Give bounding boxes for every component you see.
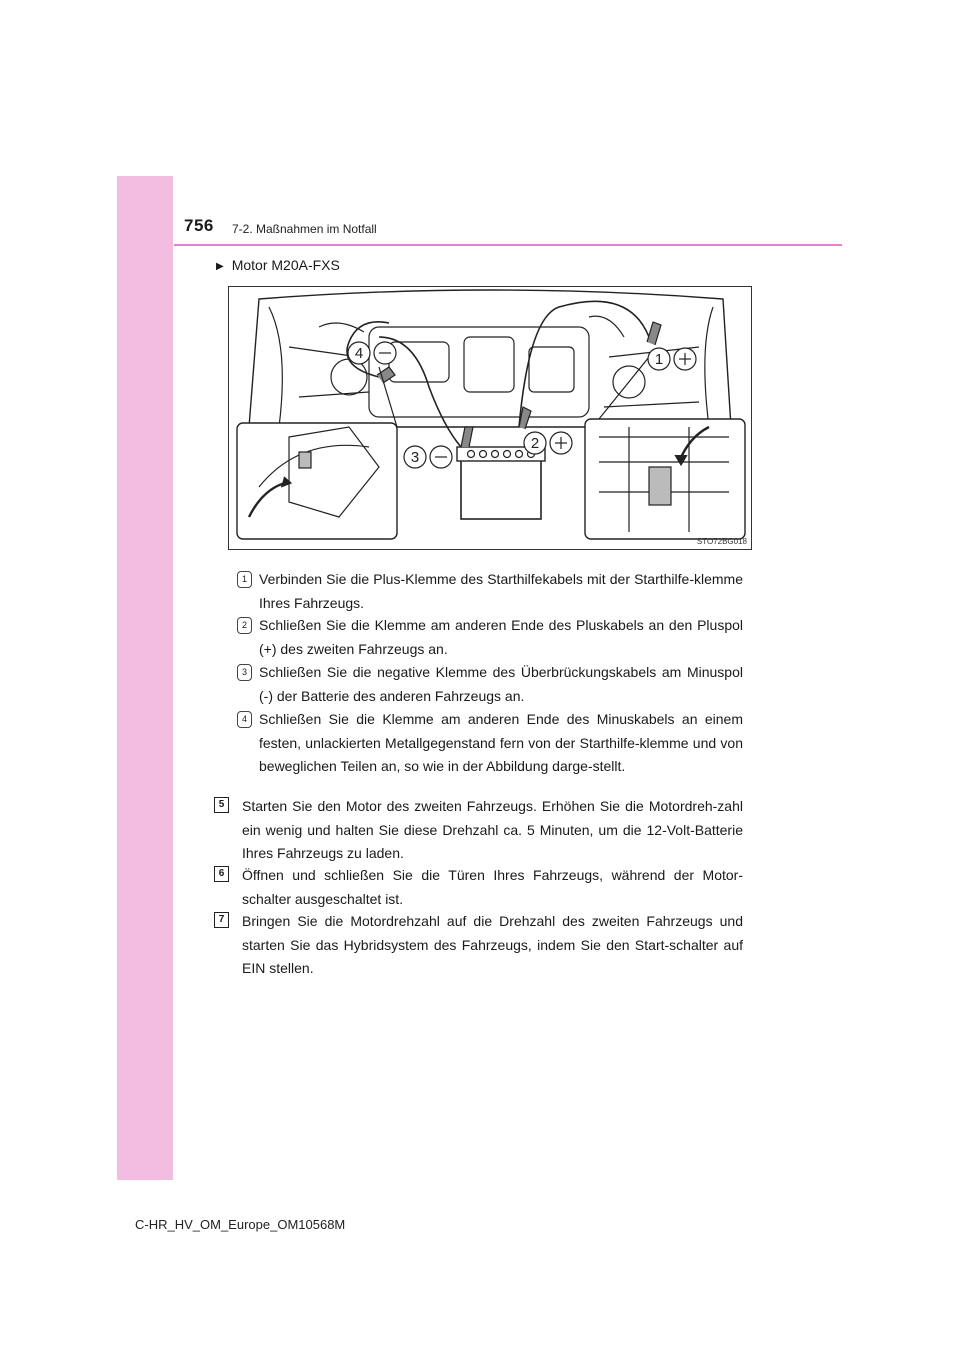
substep-3 xyxy=(241,661,743,708)
jump-start-illustration xyxy=(228,286,752,550)
page-number: 756 xyxy=(184,216,214,235)
substep-text: Verbinden Sie die Plus-Klemme des Starthilfekabels mit der Starthilfe-klemme Ihres Fahrzeugs. xyxy=(259,571,743,611)
footer-doc-code: C-HR_HV_OM_Europe_OM10568M xyxy=(135,1217,346,1232)
engine-bay-drawing xyxy=(229,287,752,550)
step-number-box: 5 xyxy=(214,797,229,813)
side-color-band xyxy=(117,176,173,1180)
substep-text: Schließen Sie die negative Klemme des Überbrückungskabels am Minuspol (-) der Batterie des anderen Fahrzeugs an. xyxy=(259,664,743,704)
step-7: Bringen Sie die Motordrehzahl auf die Drehzahl des zweiten Fahrzeugs und starten Sie das Hybridsystem des Fahrzeugs, indem Sie den Start-schalter auf EIN stellen. xyxy=(242,913,743,976)
header-rule xyxy=(174,244,842,246)
step-number-box: 7 xyxy=(214,912,229,928)
step-number-box: 6 xyxy=(214,866,229,882)
substep-text: Schließen Sie die Klemme am anderen Ende des Minuskabels an einem festen, unlackierten Metallgegenstand fern von der Starthilfe-klemme und von beweglichen Teilen an, so wie in der Abbildung darge-stellt. xyxy=(259,711,743,774)
substep-1 xyxy=(241,568,743,615)
figure-code: STO72BG018 xyxy=(696,537,747,546)
substep-number: 4 xyxy=(237,711,252,728)
triangle-right-icon: ▶ xyxy=(216,261,224,272)
substep-number: 3 xyxy=(237,664,252,681)
substep-4 xyxy=(241,708,743,779)
substep-number: 1 xyxy=(237,571,252,588)
engine-subheading xyxy=(216,257,340,273)
section-title: 7-2. Maßnahmen im Notfall xyxy=(232,222,377,236)
step-6: Öffnen und schließen Sie die Türen Ihres Fahrzeugs, während der Motor-schalter ausgeschaltet ist. xyxy=(242,867,743,907)
substep-2 xyxy=(241,614,743,661)
substep-number: 2 xyxy=(237,617,252,634)
callout-4-label: 4 xyxy=(354,345,364,362)
engine-subheading-text: Motor M20A-FXS xyxy=(231,257,340,273)
callout-2-label: 2 xyxy=(530,435,540,452)
callout-3-label: 3 xyxy=(410,449,420,466)
step-5: Starten Sie den Motor des zweiten Fahrzeugs. Erhöhen Sie die Motordreh-zahl ein wenig und halten Sie diese Drehzahl ca. 5 Minuten, um die 12-Volt-Batterie Ihres Fahrzeugs zu laden. xyxy=(242,798,743,861)
callout-1-label: 1 xyxy=(654,351,664,368)
substep-text: Schließen Sie die Klemme am anderen Ende des Pluskabels an den Pluspol (+) des zweiten Fahrzeugs an. xyxy=(259,617,743,657)
